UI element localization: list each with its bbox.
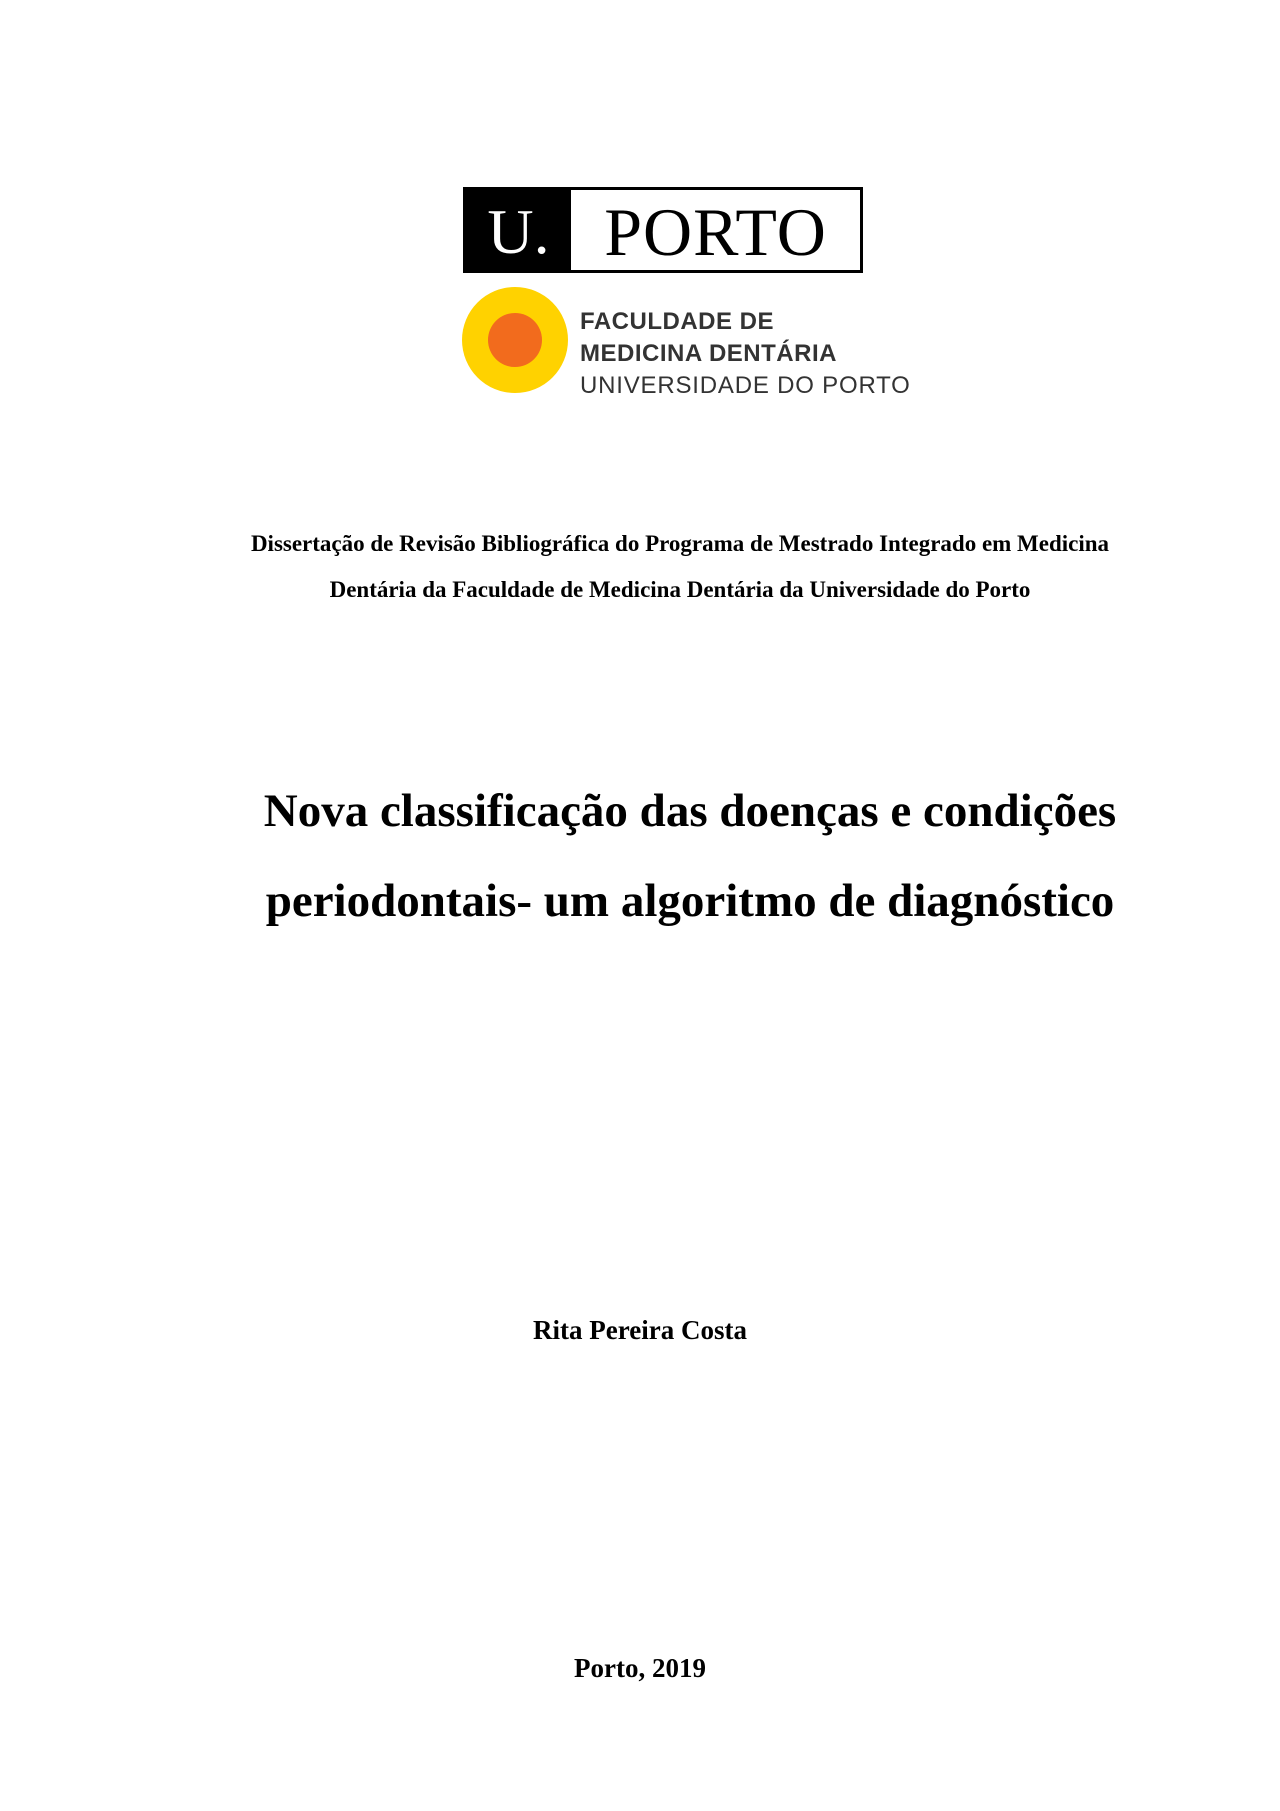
faculty-name-line2: MEDICINA DENTÁRIA [580, 340, 837, 367]
university-logo [463, 187, 863, 273]
faculty-name-line1: FACULDADE DE [580, 308, 775, 335]
author-name: Rita Pereira Costa [533, 1315, 747, 1345]
faculty-name-line3: UNIVERSIDADE DO PORTO [580, 372, 911, 399]
dissertation-line2: Dentária da Faculdade de Medicina Dentária da Universidade do Porto [329, 577, 1031, 602]
university-logo-mark: U. [466, 190, 571, 270]
dissertation-line1: Dissertação de Revisão Bibliográfica do Programa de Mestrado Integrado em Medicina [250, 531, 1110, 556]
faculty-emblem-icon [461, 286, 569, 394]
faculty-name [580, 306, 911, 402]
thesis-title [100, 766, 1280, 946]
dissertation-description [120, 521, 1240, 613]
faculty-logo [461, 286, 921, 398]
thesis-title-line1: Nova classificação das doenças e condições [263, 785, 1117, 837]
thesis-title-line2: periodontais- um algoritmo de diagnóstico [265, 875, 1115, 927]
place-and-year: Porto, 2019 [574, 1653, 706, 1683]
university-logo-name: PORTO [604, 194, 827, 270]
